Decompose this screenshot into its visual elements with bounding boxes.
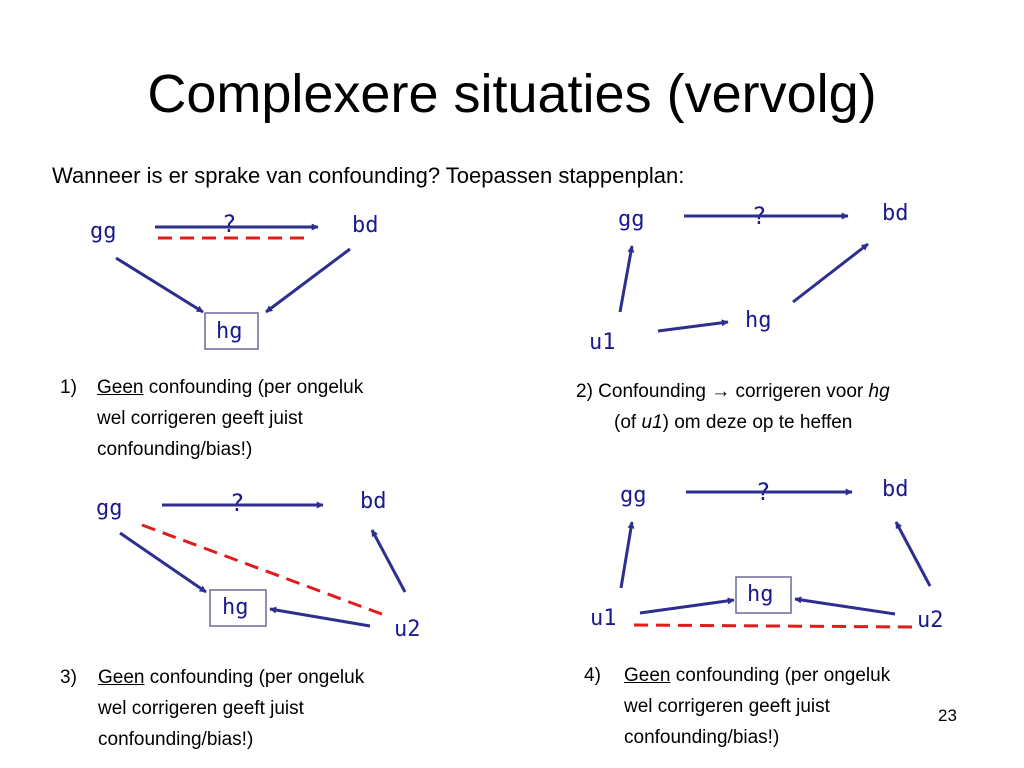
diagram-1 [90, 210, 379, 349]
node-gg: gg [90, 219, 117, 244]
caption-line [576, 376, 996, 407]
caption-line: wel corrigeren geeft juist [624, 696, 830, 717]
question-mark: ? [230, 489, 245, 517]
caption-text: ) om deze op te heffen [662, 412, 853, 433]
underlined-word: Geen [97, 377, 144, 398]
arrow-gg-hg [120, 533, 206, 592]
question-mark: ? [752, 202, 767, 230]
arrow-u1-hg [640, 600, 734, 613]
arrow-u1-gg [621, 522, 632, 588]
caption-line: wel corrigeren geeft juist [98, 698, 304, 719]
caption-number: 4) [584, 665, 601, 686]
caption-body [624, 660, 890, 753]
caption-body [98, 662, 364, 755]
question-mark: ? [222, 210, 237, 238]
caption-number: 3) [60, 667, 77, 688]
caption-line: confounding/bias!) [97, 439, 253, 460]
underlined-word: Geen [624, 665, 671, 686]
arrow-gg-hg [116, 258, 203, 312]
node-u1: u1 [589, 330, 616, 355]
caption-line [624, 660, 890, 691]
node-gg: gg [620, 483, 647, 508]
node-bd: bd [882, 201, 909, 226]
arrow-hg-bd [793, 244, 868, 302]
node-hg: hg [745, 308, 772, 333]
node-u2: u2 [917, 608, 944, 633]
diagram-3 [96, 489, 421, 642]
node-u1: u1 [590, 606, 617, 631]
arrow-u2-hg [270, 609, 370, 626]
arrow-bd-hg [266, 249, 350, 312]
dashed-confounding-path [634, 625, 914, 627]
arrow-u2-hg [795, 599, 895, 614]
dashed-confounding-path [142, 525, 387, 616]
node-hg: hg [222, 595, 249, 620]
diagram-4 [590, 477, 944, 633]
arrow-u2-bd [372, 530, 405, 592]
caption-3 [60, 662, 480, 758]
caption-text: 2) Confounding → corrigeren voor [576, 381, 869, 402]
slide-subtitle: Wanneer is er sprake van confounding? Toepassen stappenplan: [52, 163, 685, 188]
arrow-u2-bd [896, 522, 930, 586]
caption-number: 1) [60, 377, 77, 398]
caption-italic: hg [868, 381, 890, 402]
caption-line [98, 662, 364, 693]
slide-title: Complexere situaties (vervolg) [147, 64, 877, 124]
node-hg: hg [216, 319, 243, 344]
caption-line [97, 372, 363, 403]
arrow-u1-hg [658, 322, 728, 331]
caption-line: confounding/bias!) [624, 727, 780, 748]
node-gg: gg [618, 207, 645, 232]
caption-text: confounding (per ongeluk [670, 665, 891, 686]
caption-1 [60, 372, 480, 468]
caption-line: confounding/bias!) [98, 729, 254, 750]
arrow-u1-gg [620, 246, 632, 312]
caption-text: (of [614, 412, 642, 433]
diagram-2 [589, 201, 909, 355]
caption-2 [576, 376, 996, 440]
node-u2: u2 [394, 617, 421, 642]
caption-italic: u1 [641, 412, 663, 433]
node-bd: bd [882, 477, 909, 502]
node-gg: gg [96, 496, 123, 521]
page-number: 23 [938, 706, 957, 725]
node-bd: bd [352, 213, 379, 238]
node-bd: bd [360, 489, 387, 514]
caption-body [97, 372, 363, 465]
question-mark: ? [756, 478, 771, 506]
caption-text: confounding (per ongeluk [144, 667, 365, 688]
node-hg: hg [747, 582, 774, 607]
caption-line: wel corrigeren geeft juist [97, 408, 303, 429]
caption-line [576, 407, 996, 438]
underlined-word: Geen [98, 667, 145, 688]
caption-text: confounding (per ongeluk [143, 377, 364, 398]
